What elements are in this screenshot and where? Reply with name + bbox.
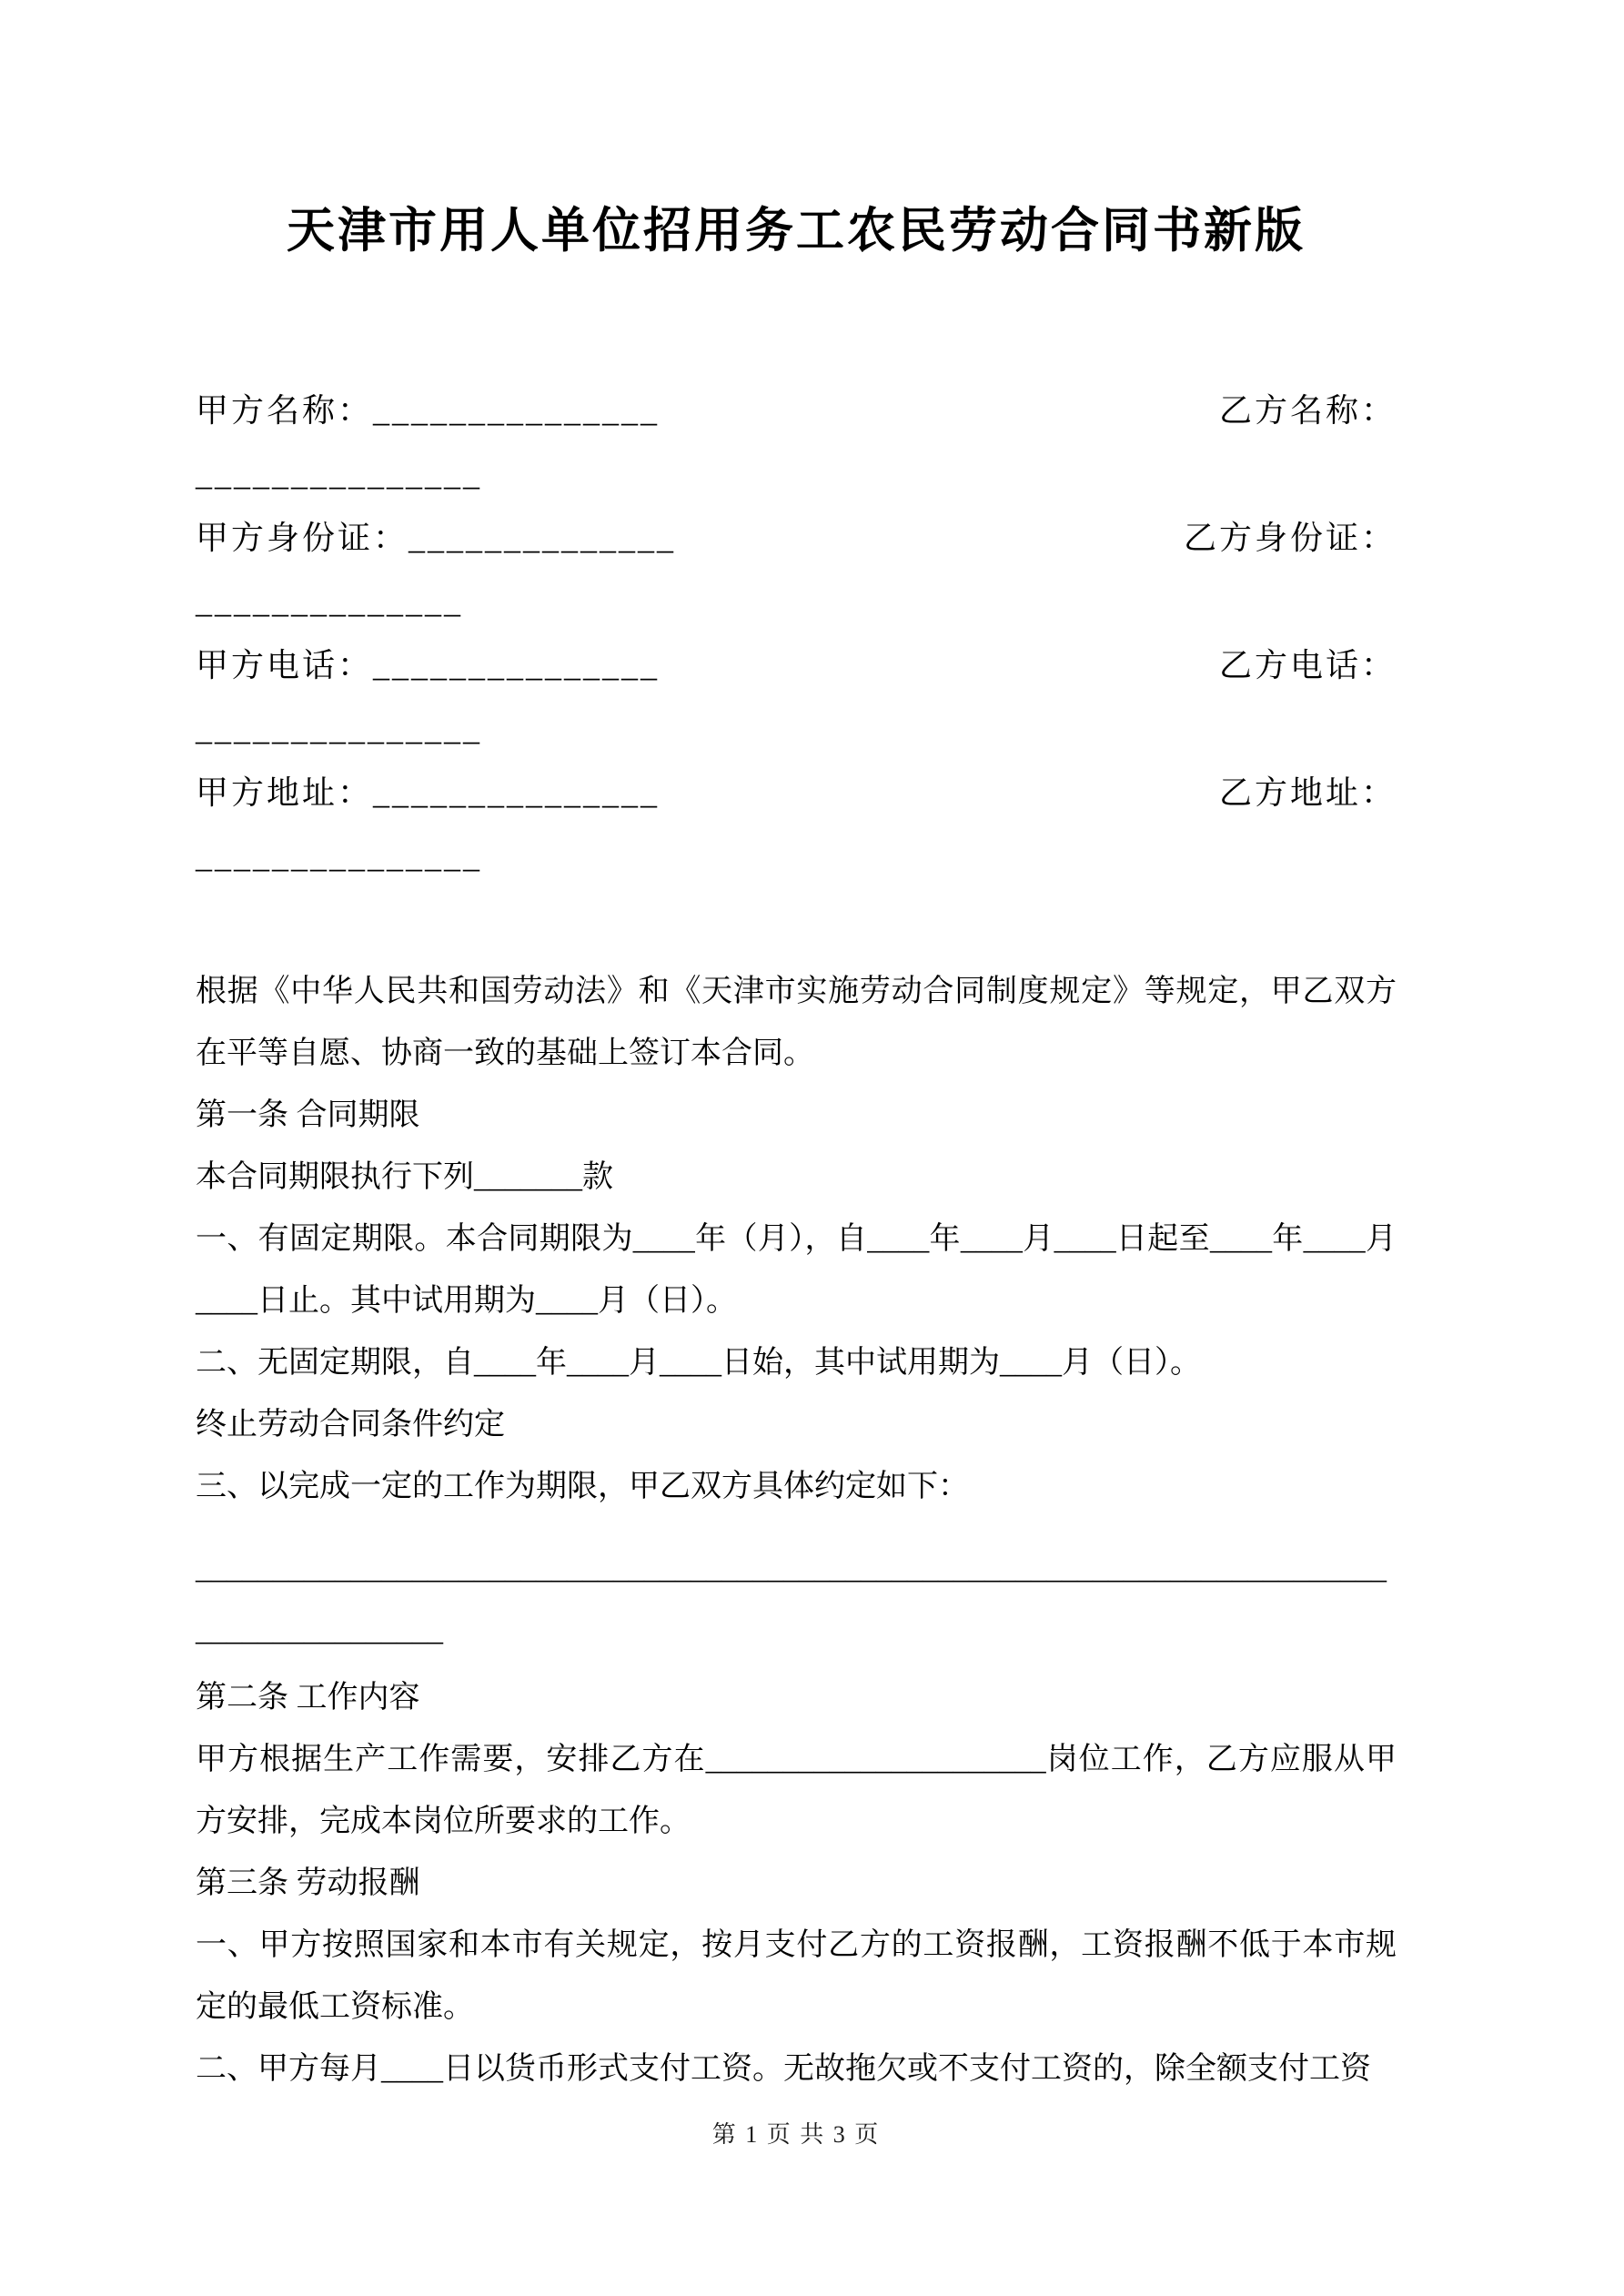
party-a-id-label: 甲方身份证：	[196, 520, 409, 556]
contract-body	[196, 961, 1397, 2100]
party-a-name-blank: _______________	[373, 392, 661, 429]
fixed-term-clause: 一、有固定期限。本合同期限为____年（月），自____年____月____日起至____年____月____日止。其中试用期为____月（日）。	[196, 1222, 1397, 1318]
party-b-address-blank: _______________	[196, 838, 482, 875]
party-b-id-blank: ______________	[196, 583, 463, 620]
article-2-heading: 第二条 工作内容	[196, 1681, 420, 1714]
party-row-address	[196, 761, 1397, 888]
task-term-clause: 三、以完成一定的工作为期限，甲乙双方具体约定如下：	[196, 1470, 969, 1503]
termination-note: 终止劳动合同条件约定	[196, 1408, 505, 1441]
party-a-address-blank: _______________	[373, 774, 661, 811]
party-a-id-blank: ______________	[409, 520, 677, 556]
article-3-heading: 第三条 劳动报酬	[196, 1866, 420, 1900]
party-a-phone-blank: _______________	[373, 647, 661, 683]
wage-clause-2: 二、甲方每月____日以货币形式支付工资。无故拖欠或不支付工资的，除全额支付工资	[196, 2052, 1371, 2086]
work-content-clause: 甲方根据生产工作需要，安排乙方在______________________岗位工作，乙方应服从甲方安排，完成本岗位所要求的工作。	[196, 1743, 1397, 1838]
party-a-id-group	[196, 506, 676, 570]
party-b-phone-blank: _______________	[196, 711, 482, 747]
party-row-name	[196, 379, 1397, 506]
party-b-name-blank: _______________	[196, 456, 482, 492]
preamble-paragraph: 根据《中华人民共和国劳动法》和《天津市实施劳动合同制度规定》等规定，甲乙双方在平等自愿、协商一致的基础上签订本合同。	[196, 975, 1397, 1070]
article-1-heading: 第一条 合同期限	[196, 1098, 420, 1132]
parties-section	[196, 379, 1397, 888]
party-a-phone-label: 甲方电话：	[196, 647, 374, 683]
party-row-id	[196, 506, 1397, 633]
party-a-name-group	[196, 379, 660, 442]
party-a-phone-group	[196, 633, 660, 697]
party-b-address-label: 乙方地址：	[1218, 774, 1397, 811]
party-row-phone	[196, 633, 1397, 761]
answer-blank-lines: _____________________________________________________________________________________________	[196, 1552, 1387, 1647]
party-b-phone-label: 乙方电话：	[1218, 647, 1397, 683]
open-term-clause: 二、无固定期限，自____年____月____日始，其中试用期为____月（日）。	[196, 1346, 1201, 1380]
document-title: 天津市用人单位招用务工农民劳动合同书新版	[287, 205, 1306, 258]
party-b-name-label: 乙方名称：	[1218, 392, 1397, 429]
party-b-id-label: 乙方身份证：	[1183, 520, 1397, 556]
party-a-address-label: 甲方地址：	[196, 774, 374, 811]
term-clause-select-line: 本合同期限执行下列_______款	[196, 1160, 613, 1194]
party-a-address-group	[196, 761, 660, 824]
page-number-footer: 第 1 页 共 3 页	[711, 2121, 881, 2148]
wage-clause-1: 一、甲方按照国家和本市有关规定，按月支付乙方的工资报酬，工资报酬不低于本市规定的最低工资标准。	[196, 1928, 1397, 2024]
party-a-name-label: 甲方名称：	[196, 392, 374, 429]
